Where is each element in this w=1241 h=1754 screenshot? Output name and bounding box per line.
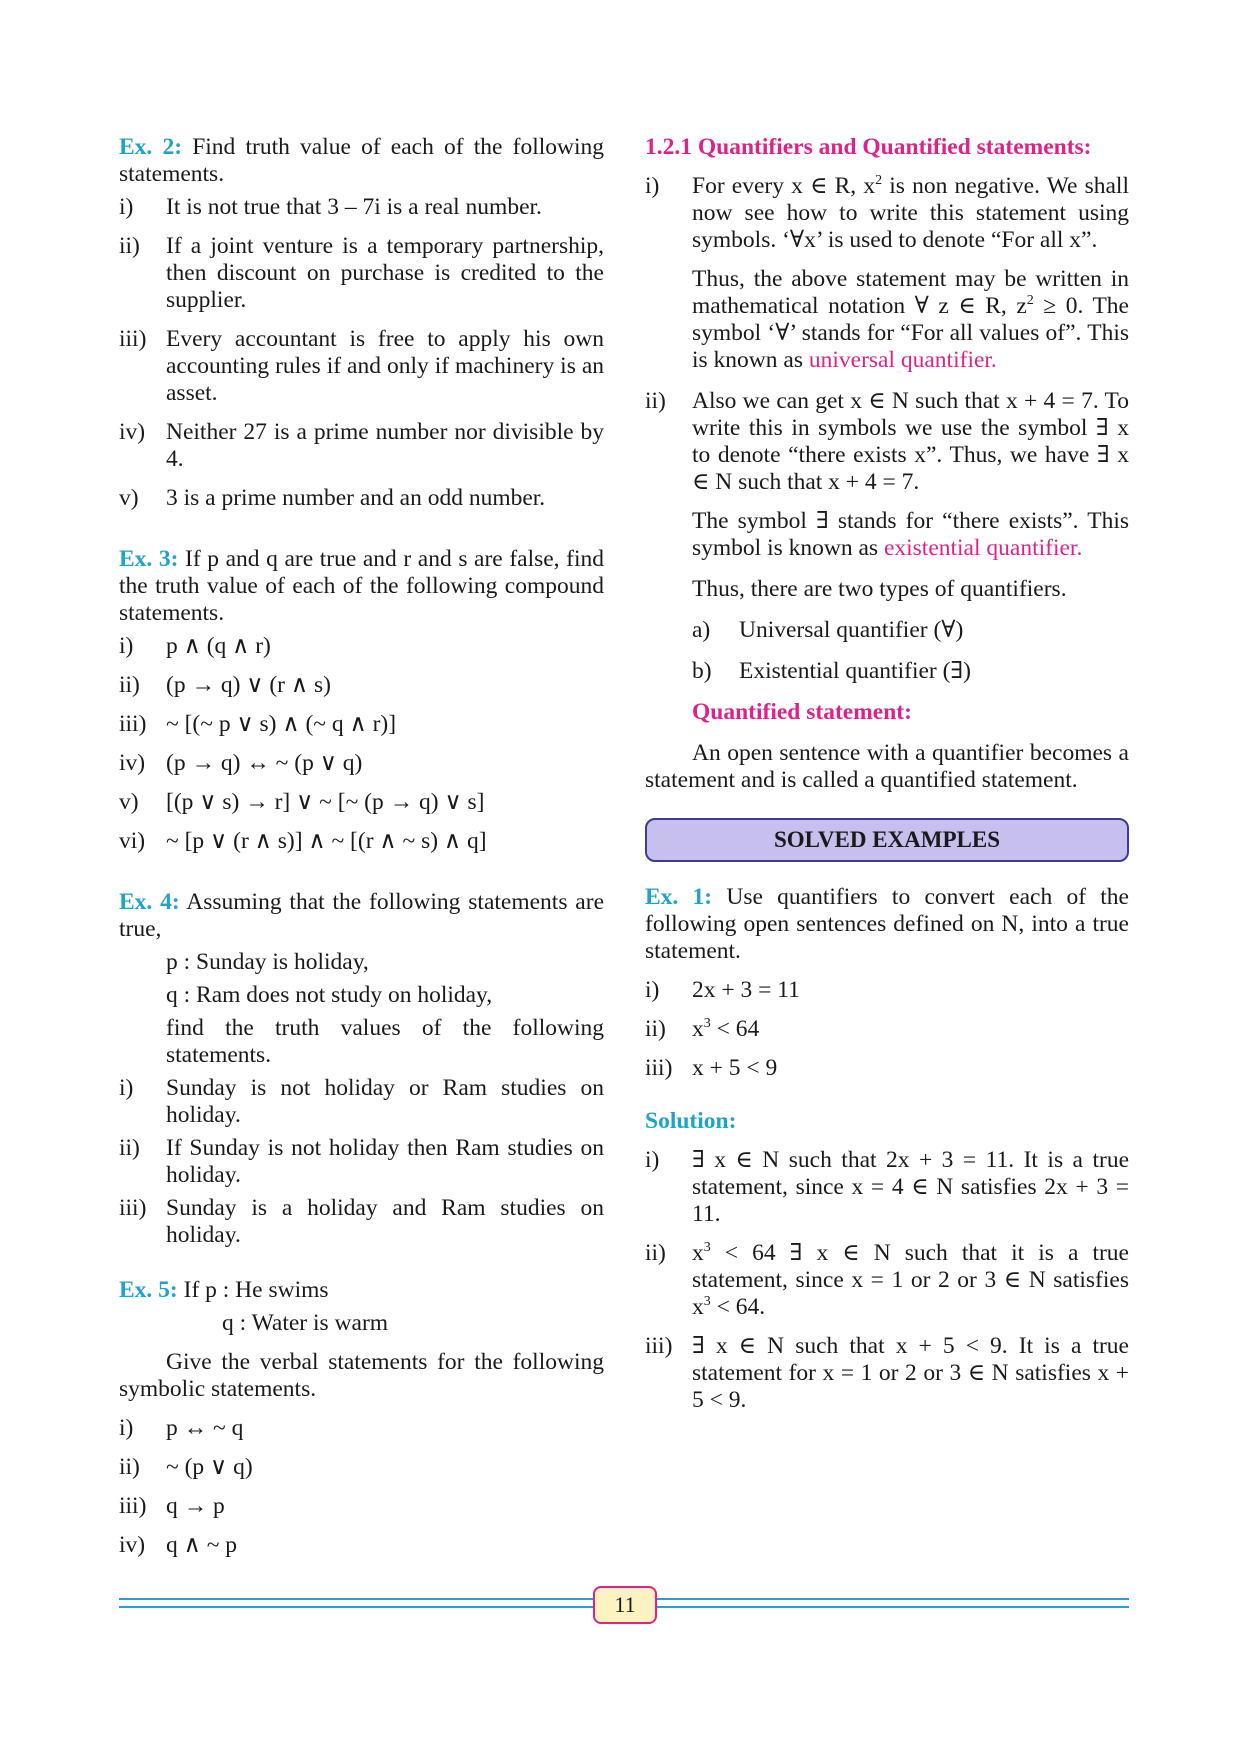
- list-item: ii) ~ (p ∨ q): [119, 1454, 253, 1480]
- left-column: [119, 134, 604, 1571]
- list-item: i) For every x ∈ R, $x^2$ is non negative. We shall now see how to write this statement using symbols. ‘∀x’ is used to denote “For all x”.: [645, 173, 1129, 253]
- list-item: iv) (p → q) ↔ ~ (p ∨ q): [119, 750, 363, 776]
- list-item: b) Existential quantifier (∃): [692, 658, 972, 684]
- list-item: i) p ↔ ~ q: [119, 1415, 244, 1441]
- list-item: iii) q → p: [119, 1493, 225, 1519]
- list-item: i) It is not true that 3 – 7i is a real number.: [119, 194, 542, 220]
- list-item: iii) Sunday is a holiday and Ram studies on holiday.: [119, 1195, 604, 1248]
- list-item: iv) Neither 27 is a prime number nor divisible by 4.: [119, 419, 604, 472]
- ex1-heading: Ex. 1: Use quantifiers to convert each of the following open sentences defined on N, into a true statement.: [645, 884, 1129, 964]
- ex3-intro: If p and q are true and r and s are false, find the truth value of each of the following compound statements.: [119, 546, 604, 626]
- ex4-heading: [119, 889, 604, 943]
- ex5-heading: [119, 1277, 604, 1304]
- list-item: vi) ~ [p ∨ (r ∧ s)] ∧ ~ [(r ∧ ~ s) ∧ q]: [119, 828, 487, 854]
- list-item: i) 2x + 3 = 11: [645, 977, 800, 1003]
- list-item: ii) If Sunday is not holiday then Ram studies on holiday.: [119, 1135, 604, 1188]
- ex5-p-line: If p : He swims: [177, 1277, 329, 1303]
- list-item: ii) Also we can get x ∈ N such that x + 4 = 7. To write this in symbols we use the symbol ∃ x to denote “there exists x”. Thus, we have ∃ x ∈ N such that x + 4 = 7.: [645, 388, 1129, 495]
- list-item: iii) ~ [(~ p ∨ s) ∧ (~ q ∧ r)]: [119, 711, 397, 737]
- quantified-statement-title: Quantified statement:: [692, 699, 912, 725]
- list-item: a) Universal quantifier (∀): [692, 617, 964, 643]
- list-item: ii) $x^3 < 64$ ∃ x ∈ N such that it is a true statement, since x = 1 or 2 or 3 ∈ N satisfies $x^3 < 64$.: [645, 1240, 1129, 1320]
- list-item: v) [(p ∨ s) → r] ∨ ~ [~ (p → q) ∨ s]: [119, 789, 485, 815]
- section-title: 1.2.1 Quantifiers and Quantified statements:: [645, 134, 1092, 160]
- ex2-intro: Find truth value of each of the following statements.: [119, 134, 604, 187]
- ex5-q-line: q : Water is warm: [222, 1310, 389, 1336]
- ex4-q-line: q : Ram does not study on holiday,: [166, 982, 493, 1008]
- list-item: iii) ∃ x ∈ N such that x + 5 < 9. It is a true statement for x = 1 or 2 or 3 ∈ N satisfies x + 5 < 9.: [645, 1333, 1129, 1413]
- list-item: v) 3 is a prime number and an odd number.: [119, 485, 546, 511]
- ex4-p-line: p : Sunday is holiday,: [166, 949, 369, 975]
- ex2-label: Ex. 2:: [119, 134, 183, 160]
- paragraph: The symbol ∃ stands for “there exists”. This symbol is known as existential quantifier.: [692, 508, 1129, 561]
- list-item: iii) Every accountant is free to apply his own accounting rules if and only if machinery is an asset.: [119, 326, 604, 406]
- ex3-label: Ex. 3:: [119, 546, 179, 572]
- ex4-label: Ex. 4:: [119, 889, 180, 915]
- ex4-find-line: find the truth values of the following statements.: [166, 1015, 604, 1068]
- list-item: i) Sunday is not holiday or Ram studies on holiday.: [119, 1075, 604, 1128]
- list-item: i) ∃ x ∈ N such that 2x + 3 = 11. It is a true statement, since x = 4 ∈ N satisfies 2x + 3 = 11.: [645, 1147, 1129, 1227]
- solved-examples-banner: SOLVED EXAMPLES: [645, 818, 1129, 862]
- list-item: iii) x + 5 < 9: [645, 1055, 778, 1081]
- right-column: [645, 134, 1129, 1426]
- paragraph: Thus, the above statement may be written in mathematical notation ∀ z ∈ R, $z^2 \ge 0$. The symbol ‘∀’ stands for “For all values of”. This is known as universal quantifier.: [692, 266, 1129, 373]
- list-item: i) p ∧ (q ∧ r): [119, 633, 271, 659]
- page-number: 11: [593, 1586, 657, 1624]
- solution-label: Solution:: [645, 1108, 737, 1134]
- list-item: ii) (p → q) ∨ (r ∧ s): [119, 672, 331, 698]
- ex5-give-line: Give the verbal statements for the following symbolic statements.: [119, 1349, 604, 1402]
- ex5-label: Ex. 5:: [119, 1277, 178, 1303]
- existential-quantifier-term: existential quantifier.: [883, 535, 1083, 561]
- list-item: iv) q ∧ ~ p: [119, 1532, 238, 1558]
- ex2-heading: [119, 134, 604, 188]
- paragraph: An open sentence with a quantifier becomes a statement and is called a quantified statement.: [645, 740, 1129, 793]
- list-item: ii) $x^3 < 64$: [645, 1016, 760, 1042]
- universal-quantifier-term: universal quantifier.: [808, 347, 997, 373]
- list-item: ii) If a joint venture is a temporary partnership, then discount on purchase is credited to the supplier.: [119, 233, 604, 313]
- ex3-heading: [119, 546, 604, 627]
- paragraph: Thus, there are two types of quantifiers.: [692, 576, 1067, 602]
- ex4-intro: Assuming that the following statements are true,: [119, 889, 604, 942]
- ex1-label: Ex. 1:: [645, 884, 713, 910]
